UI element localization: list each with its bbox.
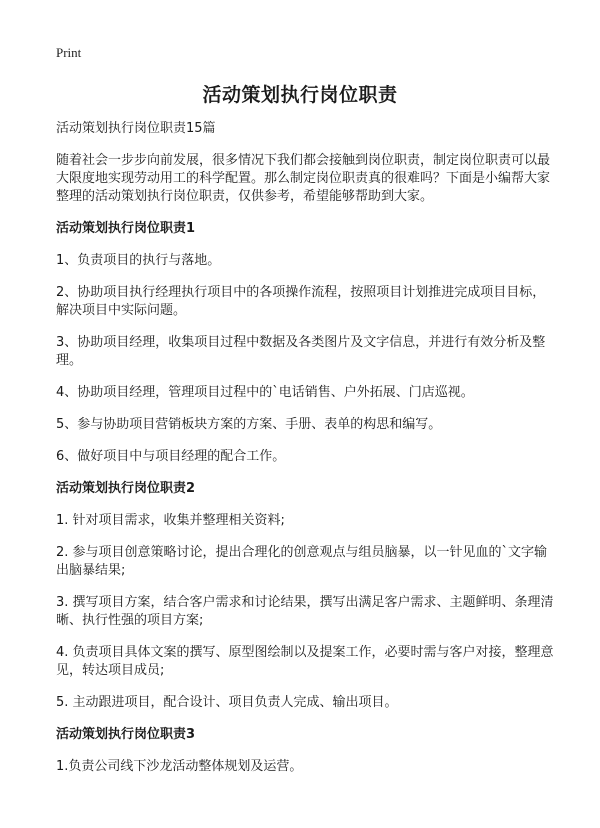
list-item: 4、协助项目经理，管理项目过程中的`电话销售、户外拓展、门店巡视。 bbox=[56, 385, 474, 400]
section-heading-3: 活动策划执行岗位职责3 bbox=[56, 727, 196, 742]
list-item: 1. 针对项目需求，收集并整理相关资料; bbox=[56, 513, 285, 528]
document-body bbox=[56, 120, 554, 790]
list-item: 1、负责项目的执行与落地。 bbox=[56, 253, 221, 268]
list-item: 2. 参与项目创意策略讨论，提出合理化的创意观点与组员脑暴，以一针见血的`文字输出脑暴结果; bbox=[56, 545, 548, 578]
print-link[interactable]: Print bbox=[56, 45, 82, 60]
section-heading-2: 活动策划执行岗位职责2 bbox=[56, 481, 196, 496]
page-title: 活动策划执行岗位职责 bbox=[202, 84, 398, 106]
list-item: 2、协助项目执行经理执行项目中的各项操作流程，按照项目计划推进完成项目目标，解决项目中实际问题。 bbox=[56, 285, 546, 318]
list-item: 5. 主动跟进项目，配合设计、项目负责人完成、输出项目。 bbox=[56, 695, 398, 710]
list-item: 6、做好项目中与项目经理的配合工作。 bbox=[56, 449, 286, 464]
section-heading-1: 活动策划执行岗位职责1 bbox=[56, 221, 196, 236]
list-item: 4. 负责项目具体文案的撰写、原型图绘制以及提案工作，必要时需与客户对接，整理意见，转达项目成员; bbox=[56, 645, 554, 678]
document-subtitle: 活动策划执行岗位职责15篇 bbox=[56, 121, 216, 136]
list-item: 1.负责公司线下沙龙活动整体规划及运营。 bbox=[56, 759, 303, 774]
list-item: 5、参与协助项目营销板块方案的方案、手册、表单的构思和编写。 bbox=[56, 417, 442, 432]
list-item: 3、协助项目经理，收集项目过程中数据及各类图片及文字信息，并进行有效分析及整理。 bbox=[56, 335, 546, 368]
list-item: 3. 撰写项目方案，结合客户需求和讨论结果，撰写出满足客户需求、主题鲜明、条理清晰、执行性强的项目方案; bbox=[56, 595, 554, 628]
intro-paragraph: 随着社会一步步向前发展，很多情况下我们都会接触到岗位职责，制定岗位职责可以最大限度地实现劳动用工的科学配置。那么制定岗位职责真的很难吗？下面是小编帮大家整理的活动策划执行岗位职责，仅供参考，希望能够帮助到大家。 bbox=[56, 153, 551, 204]
